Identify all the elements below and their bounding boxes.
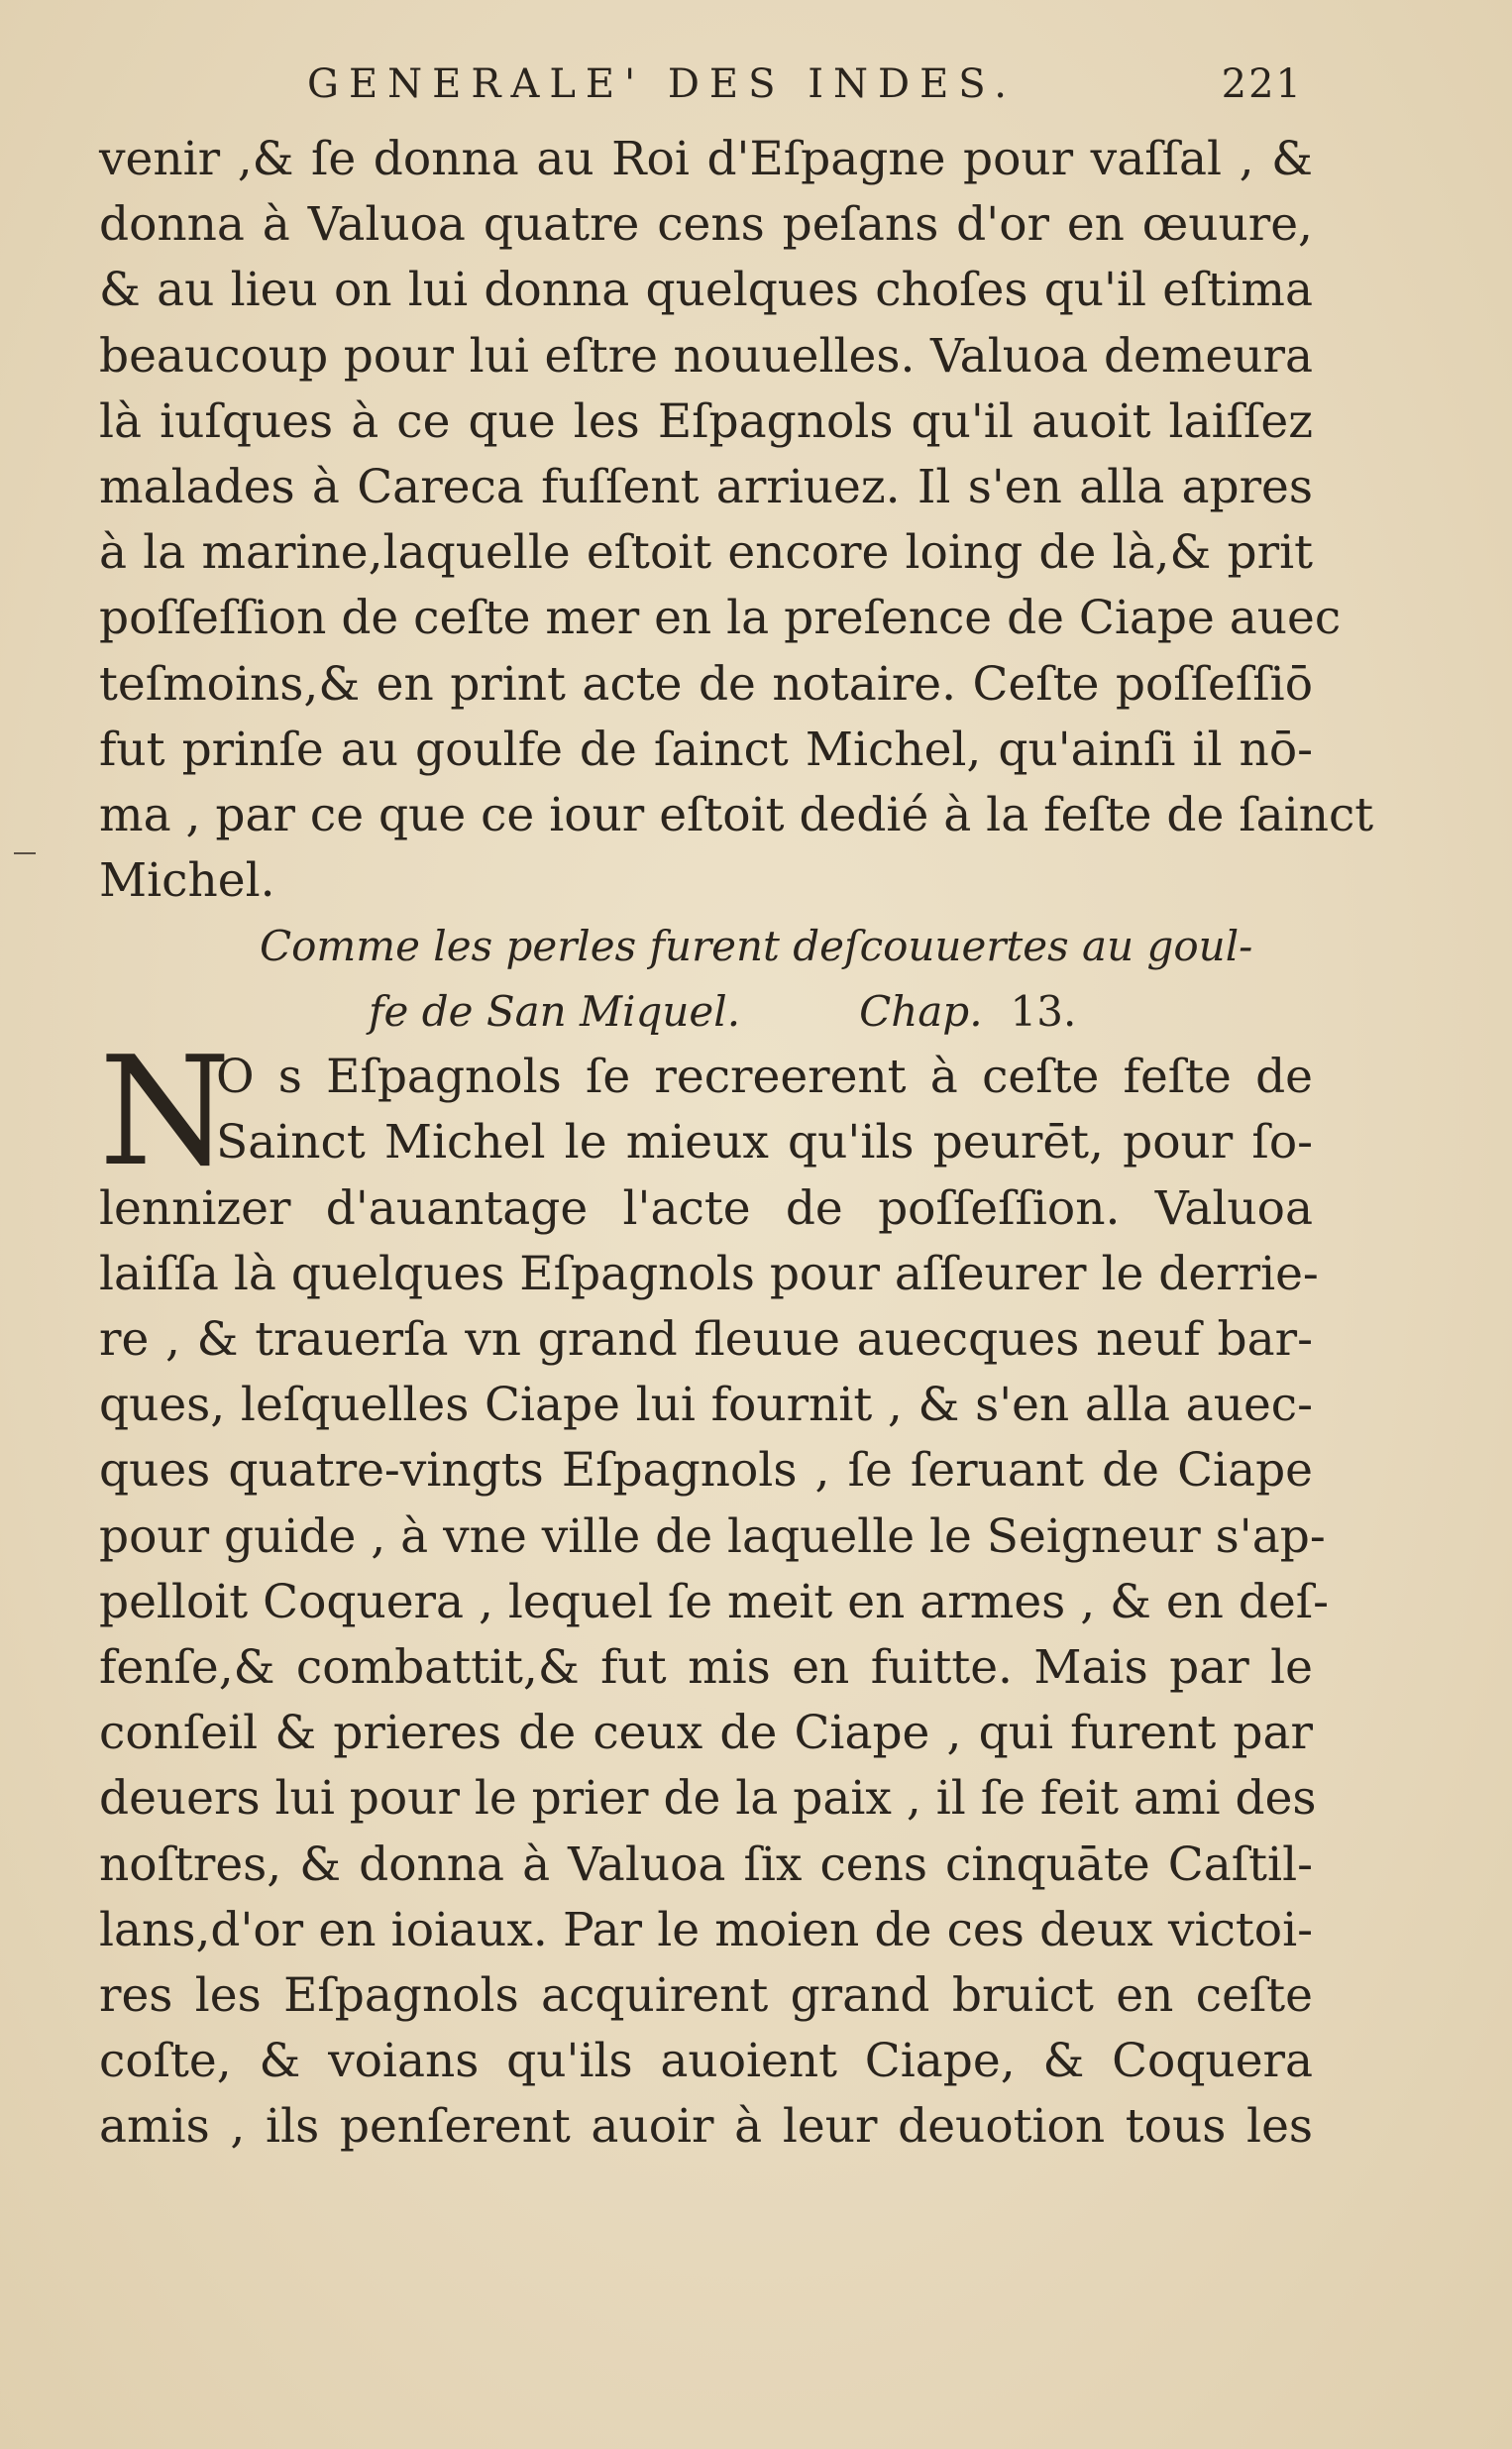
- running-head: [307, 61, 1303, 121]
- text-line: amis , ils penſerent auoir à leur deuotion tous les: [99, 2099, 1313, 2155]
- page-number: 221: [1221, 61, 1303, 107]
- text-line: coſte, & voians qu'ils auoient Ciape, & Coquera: [99, 2034, 1313, 2089]
- chapter-heading-title-end: fe de San Miquel.: [369, 987, 741, 1037]
- paragraph-main: [99, 1024, 1330, 2160]
- chapter-heading-line: Comme les perles furent deſcouuertes au goul-: [260, 922, 1253, 971]
- chapter-label: Chap.: [859, 987, 983, 1037]
- text-line: à la marine,laquelle eſtoit encore loing de là,& prit: [99, 525, 1313, 581]
- text-line: lans,d'or en ioiaux. Par le moien de ces deux victoi-: [99, 1902, 1313, 1957]
- running-title: GENERALE' DES INDES.: [307, 61, 1017, 107]
- chapter-number: 13.: [1010, 987, 1077, 1037]
- text-line: donna à Valuoa quatre cens peſans d'or en œuure,: [99, 197, 1313, 253]
- text-line: deuers lui pour le prier de la paix , il ſe feit ami des: [99, 1771, 1317, 1827]
- text-line: O s Eſpagnols ſe recreerent à ceſte feſte de: [216, 1050, 1313, 1105]
- text-line: ma , par ce que ce iour eſtoit dedié à la feſte de ſainct: [99, 787, 1374, 842]
- text-line: ques quatre-vingts Eſpagnols , ſe ſeruant de Ciape: [99, 1443, 1313, 1499]
- text-line: beaucoup pour lui eſtre nouuelles. Valuoa demeura: [99, 328, 1313, 384]
- text-line: & au lieu on lui donna quelques choſes qu'il eſtima: [99, 263, 1313, 318]
- chapter-heading-line: [99, 979, 1313, 1045]
- text-line: pour guide , à vne ville de laquelle le Seigneur s'ap-: [99, 1508, 1326, 1564]
- text-line: poſſeſſion de ceſte mer en la preſence de Ciape auec: [99, 591, 1342, 646]
- text-block: [99, 127, 1374, 2160]
- text-line: conſeil & prieres de ceux de Ciape , qui furent par: [99, 1706, 1313, 1761]
- text-line: ques, leſquelles Ciape lui fournit , & s'en alla auec-: [99, 1378, 1313, 1433]
- text-line: Michel.: [99, 853, 275, 909]
- text-line: fut prinſe au goulfe de ſainct Michel, qu'ainſi il nō-: [99, 722, 1313, 777]
- text-line: malades à Careca fuſſent arriuez. Il s'en alla apres: [99, 459, 1313, 514]
- text-line: laiſſa là quelques Eſpagnols pour aſſeurer le derrie-: [99, 1246, 1319, 1301]
- text-line: fenſe,& combattit,& fut mis en fuitte. Mais par le: [99, 1639, 1313, 1695]
- paragraph-top: [99, 127, 1374, 914]
- margin-mark: [14, 852, 36, 854]
- text-line: là iuſques à ce que les Eſpagnols qu'il auoit laiſſez: [99, 393, 1313, 449]
- chapter-heading: [99, 914, 1313, 1045]
- text-line: pelloit Coquera , lequel ſe meit en armes , & en deſ-: [99, 1574, 1330, 1629]
- text-line: noſtres, & donna à Valuoa ſix cens cinquāte Caſtil-: [99, 1837, 1313, 1892]
- drop-capital: N: [99, 1024, 231, 1200]
- text-line: venir ,& ſe donna au Roi d'Eſpagne pour vaſſal , &: [99, 132, 1313, 186]
- text-line: re , & trauerſa vn grand fleuue auecques neuf bar-: [99, 1312, 1313, 1367]
- dropcap-block: [99, 1024, 1313, 1200]
- text-line: teſmoins,& en print acte de notaire. Ceſte poſſeſſiō: [99, 656, 1313, 712]
- text-line: res les Eſpagnols acquirent grand bruict en ceſte: [99, 1967, 1313, 2023]
- text-line: lennizer d'auantage l'acte de poſſeſſion. Valuoa: [99, 1180, 1313, 1236]
- text-line: Sainct Michel le mieux qu'ils peurēt, pour ſo-: [216, 1115, 1313, 1170]
